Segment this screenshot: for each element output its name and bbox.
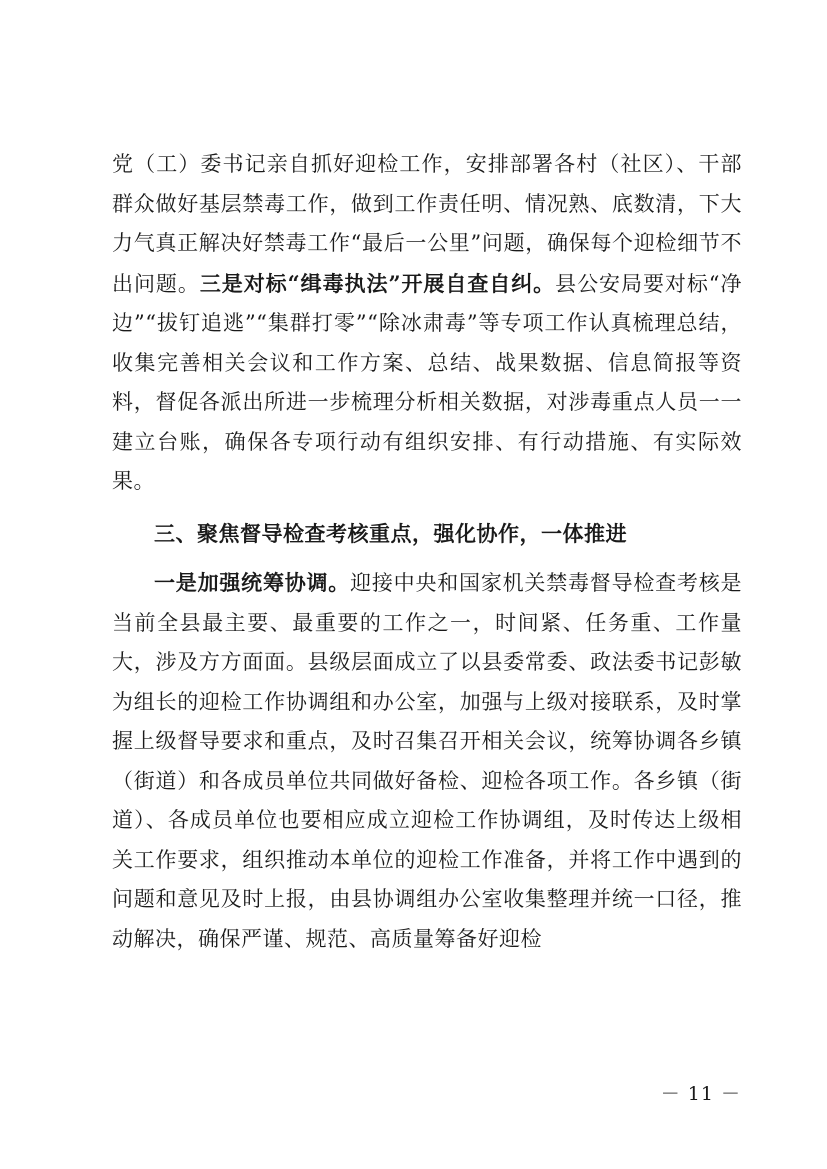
document-body [112,145,742,959]
section-heading: 三、聚焦督导检查考核重点，强化协作，一体推进 [154,521,627,546]
bold-lead-phrase: 三是对标“缉毒执法”开展自查自纠。 [199,270,556,296]
paragraph [112,563,742,959]
paragraph-text: 党（工）委书记亲自抓好迎检工作，安排部署各村（社区）、干部群众做好基层禁毒工作，做到工作责任明、情况熟、底数清，下大力气真正解决好禁毒工作“最后一公里”问题，确保每个迎检细节不出问题。 [112,152,742,296]
bold-lead-phrase: 一是加强统筹协调。 [154,570,351,595]
page-number: － 11 － [660,1083,741,1105]
paragraph-text-tail: 县公安局要对标“净边”“拔钉追逃”“集群打零”“除冰肃毒”等专项工作认真梳理总结，收集完善相关会议和工作方案、总结、战果数据、信息简报等资料，督促各派出所进一步梳理分析相关数据，对涉毒重点人员一一建立台账，确保各专项行动有组织安排、有行动措施、有实际效果。 [112,271,742,493]
paragraph-continued [112,145,742,502]
paragraph-text: 迎接中央和国家机关禁毒督导检查考核是当前全县最主要、最重要的工作之一，时间紧、任务重、工作量大，涉及方方面面。县级层面成立了以县委常委、政法委书记彭敏为组长的迎检工作协调组和办公室，加强与上级对接联系，及时掌握上级督导要求和重点，及时召集召开相关会议，统筹协调各乡镇（街道）和各成员单位共同做好备检、迎检各项工作。各乡镇（街道）、各成员单位也要相应成立迎检工作协调组，及时传达上级相关工作要求，组织推动本单位的迎检工作准备，并将工作中遇到的问题和意见及时上报，由县协调组办公室收集整理并统一口径，推动解决，确保严谨、规范、高质量筹备好迎检 [112,571,743,951]
